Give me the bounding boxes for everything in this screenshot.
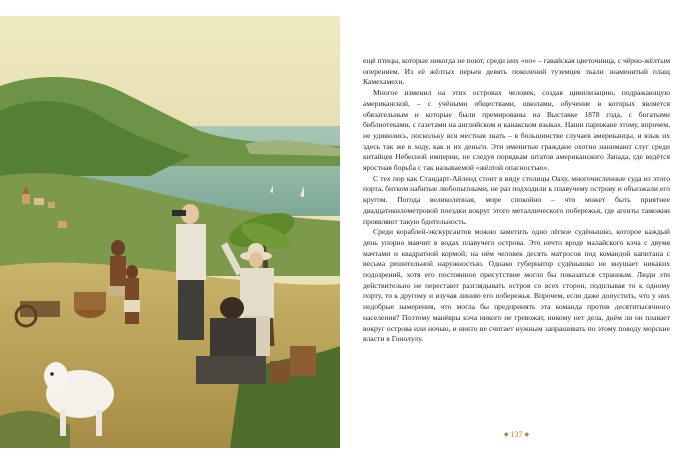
page-number-footer [363,430,670,439]
paragraph: ещё птицы, которые никогда не поют, среди них «оо» – гавайская цветочница, с чёрно-жёлтым оперением. Из её жёлтых перьев девять поколений туземцев ткали знаменитый плащ Камехамехи. [363,56,670,87]
diamond-ornament-icon: ◆ [524,432,530,438]
paragraph: С тех пор как Стандарт-Айленд стоит в виду столицы Оаху, многочисленные суда из этого порта, битком набитые любопытными, не раз подходили к плавучему острову и объезжали его кругом. Погода великолепная, море спокойно – что может быть приятнее двадцатикилометровой поездки вокруг этого металлического побережья, где агенты таможни проявляют такую бдительность. [363,173,670,226]
page-number: 137 [510,430,523,439]
page-text [363,56,670,345]
book-illustration [0,16,340,448]
diamond-ornament-icon: ◆ [503,432,509,438]
paragraph: Многое изменил на этих островах человек, создав цивилизацию, подражающую американской, – с учёными обществами, школами, обучение в которых является обязательным и которые были премированы на Выставке 1878 года, с богатыми библиотеками, с газетами на английском и канакском языках. Наши парижане этому, впрочем, не удивились, поскольку вся местная знать – в большинстве случаев американцы, и язык их здесь так же в ходу, как и их деньги. Эти именитые граждане охотно нанимают слуг среди китайцев Небесной империи, не следуя порядкам штатов американского Запада, где ведётся яростная борьба с так называемой «жёлтой опасностью». [363,88,670,173]
paragraph: Среди кораблей-экскурсантов можно заметить одно лёгкое судёнышко, которое каждый день упорно маячит в водах плавучего острова. Это нечто вроде малайского кэча с двумя мачтами и квадратной кормой; на нём человек десять матросов под командой капитана с весьма решительной наружностью. Однако губернатор судёнышко не внушает никаких подозрений, хотя его постоянное присутствие могло бы показаться странным. Люди эти действительно не перестают разглядывать остров со всех сторон, подплывая то к одному порту, то к другому и изучая линию его побережья. Впрочем, если даже допустить, что у них недобрые намерения, что могла бы предпринять эта команда против десятитысячного населения? Поэтому манёвры кэча никого не тревожат, никому нет дела, днём ли он плавает вокруг острова или ночью, и никто не считает нужным запрашивать по этому поводу морские власти в Гонолулу. [363,227,670,344]
island-scene-image [0,16,340,448]
